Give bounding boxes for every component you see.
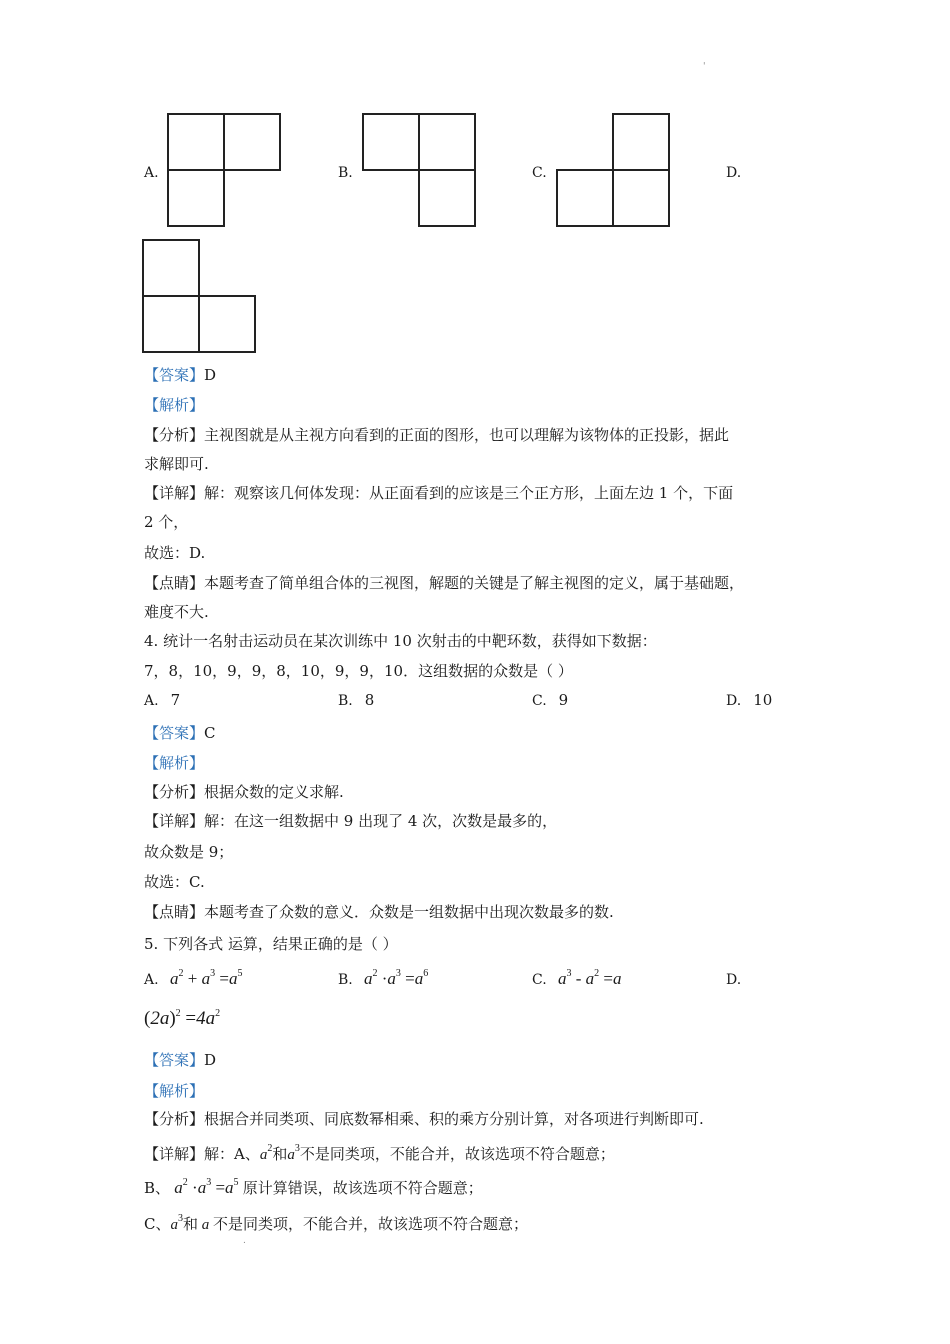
q3-xiangjie-text-1: 解：观察该几何体发现：从正面看到的应该是三个正方形，上面左边 1 个，下面 — [204, 484, 734, 502]
q4-xiangjie-line-1 — [144, 810, 557, 832]
figure-a-square-1 — [168, 114, 224, 170]
q3-fenxi-line-1 — [144, 424, 729, 446]
q5-option-b-formula: $a^2 \cdot a^3 =a^6$ — [364, 968, 429, 988]
q5-xiangjie-b-formula: $a^2 \cdot a^3 =a^5$ — [170, 1177, 239, 1197]
q3-conclusion: 故选：D. — [144, 544, 206, 562]
figure-d-square-3 — [199, 296, 255, 352]
q3-fenxi-text-1: 主视图就是从主视方向看到的正面的图形，也可以理解为该物体的正投影，据此 — [204, 426, 730, 444]
q5-answer-line — [144, 1049, 216, 1071]
q4-xiangjie-text-1: 解：在这一组数据中 9 出现了 4 次，次数是最多的， — [204, 812, 558, 830]
q3-figure-c — [555, 112, 673, 230]
q5-xiangjie-c-term-2: a — [198, 1217, 213, 1233]
figure-a-square-3 — [168, 170, 224, 226]
analysis-tag: 【解析】 — [144, 1082, 205, 1100]
q5-xiangjie-a-term-2: $a^3$ — [287, 1143, 300, 1163]
q4-dianjing-text: 本题考查了众数的意义．众数是一组数据中出现次数最多的数. — [204, 903, 614, 921]
figure-c-square-2 — [557, 170, 613, 226]
q4-answer: C — [204, 724, 216, 742]
q4-xiangjie-line-2: 故众数是 9； — [144, 843, 234, 861]
figure-a-square-2 — [224, 114, 280, 170]
q5-option-b-label: B. — [338, 972, 353, 988]
q5-xiangjie-line-c — [144, 1208, 528, 1236]
q5-xiangjie-c-suffix: 不是同类项，不能合并，故该选项不符合题意； — [213, 1215, 529, 1233]
q5-answer: D — [204, 1051, 217, 1069]
xiangjie-tag: 【详解】 — [144, 812, 205, 830]
header-mark: ' — [703, 62, 706, 72]
q5-xiangjie-c-term-1: $a^3$ — [170, 1213, 183, 1233]
q3-dianjing-line-1 — [144, 572, 744, 594]
q4-option-d-value: 10 — [753, 691, 773, 709]
q3-figure-a — [166, 112, 284, 230]
q5-option-c-formula: $a^3 - a^2 =a$ — [558, 968, 622, 988]
q5-analysis-line — [144, 1080, 204, 1102]
q5-option-a-label: A. — [144, 972, 159, 988]
q3-option-d-label: D. — [726, 165, 742, 181]
q3-xiangjie-line-1 — [144, 482, 733, 504]
q5-xiangjie-a-suffix: 不是同类项，不能合并，故该选项不符合题意； — [299, 1145, 615, 1163]
figure-c-square-1 — [613, 114, 669, 170]
q4-option-c-letter: C. — [532, 693, 547, 709]
q4-answer-line — [144, 722, 216, 744]
q5-xiangjie-line-a — [144, 1138, 615, 1166]
answer-tag: 【答案】 — [144, 724, 205, 742]
q5-xiangjie-line-b — [144, 1172, 483, 1199]
dianjing-tag: 【点睛】 — [144, 574, 205, 592]
q3-dianjing-line-2: 难度不大. — [144, 603, 209, 621]
figure-b-square-3 — [419, 170, 475, 226]
q4-dianjing-line — [144, 901, 614, 923]
q3-dianjing-text-1: 本题考查了简单组合体的三视图，解题的关键是了解主视图的定义，属于基础题， — [204, 574, 745, 592]
figure-c-square-3 — [613, 170, 669, 226]
footer-mark: . — [243, 1236, 246, 1246]
analysis-tag: 【解析】 — [144, 754, 205, 772]
q3-answer-line — [144, 364, 216, 386]
q4-option-d-letter: D. — [726, 693, 742, 709]
fenxi-tag: 【分析】 — [144, 1110, 205, 1128]
q4-option-c-value: 9 — [558, 691, 569, 709]
q4-option-b-value: 8 — [364, 691, 375, 709]
q5-option-c-label: C. — [532, 972, 547, 988]
q3-option-a-label: A. — [144, 165, 159, 181]
q5-fenxi-text: 根据合并同类项、同底数幂相乘、积的乘方分别计算，对各项进行判断即可. — [204, 1110, 704, 1128]
fenxi-tag: 【分析】 — [144, 783, 205, 801]
q5-xiangjie-c-mid: 和 — [182, 1215, 198, 1233]
answer-tag: 【答案】 — [144, 366, 205, 384]
q4-option-a-value: 7 — [170, 691, 181, 709]
q4-option-b — [338, 691, 374, 709]
xiangjie-tag: 【详解】 — [144, 1145, 205, 1163]
q5-xiangjie-b-suffix: 原计算错误，故该选项不符合题意； — [242, 1179, 483, 1197]
q3-xiangjie-line-2: 2 个， — [144, 513, 189, 531]
q4-option-d — [726, 691, 772, 709]
q5-xiangjie-c-prefix: C、 — [144, 1215, 171, 1233]
q5-stem: 5. 下列各式 运算，结果正确的是（ ） — [144, 935, 398, 953]
q4-fenxi-line — [144, 781, 344, 803]
q3-option-c-label: C. — [532, 165, 547, 181]
q4-analysis-line — [144, 752, 204, 774]
q3-fenxi-line-2: 求解即可. — [144, 455, 209, 473]
figure-b-square-2 — [419, 114, 475, 170]
q5-option-d-formula: $(2a)^2 =4a^2$ — [144, 1008, 221, 1029]
q3-figure-b — [361, 112, 479, 230]
q4-stem-line-1: 4. 统计一名射击运动员在某次训练中 10 次射击的中靶环数，获得如下数据： — [144, 632, 657, 650]
analysis-tag: 【解析】 — [144, 396, 205, 414]
dianjing-tag: 【点睛】 — [144, 903, 205, 921]
answer-tag: 【答案】 — [144, 1051, 205, 1069]
q3-option-b-label: B. — [338, 165, 353, 181]
q4-option-a-letter: A. — [144, 693, 159, 709]
q4-conclusion: 故选：C. — [144, 873, 205, 891]
q5-option-d-label: D. — [726, 972, 742, 988]
q4-option-b-letter: B. — [338, 693, 353, 709]
figure-d-square-2 — [143, 296, 199, 352]
q3-figure-d — [141, 238, 259, 356]
q4-stem-line-2: 7，8，10，9，9，8，10，9，9，10．这组数据的众数是（ ） — [144, 662, 573, 680]
xiangjie-tag: 【详解】 — [144, 484, 205, 502]
q5-xiangjie-a-term-1: $a^2$ — [259, 1143, 273, 1163]
q4-option-c — [532, 691, 568, 709]
q5-xiangjie-b-prefix: B、 — [144, 1179, 171, 1197]
q5-fenxi-line — [144, 1108, 704, 1130]
q3-analysis-line — [144, 394, 204, 416]
q5-option-a-formula: $a^2 + a^3 =a^5$ — [170, 968, 243, 988]
figure-b-square-1 — [363, 114, 419, 170]
fenxi-tag: 【分析】 — [144, 426, 205, 444]
q5-xiangjie-a-prefix: 解：A、 — [204, 1145, 260, 1163]
q3-answer: D — [204, 366, 217, 384]
q5-xiangjie-a-mid: 和 — [272, 1145, 288, 1163]
figure-d-square-1 — [143, 240, 199, 296]
q4-fenxi-text: 根据众数的定义求解. — [204, 783, 344, 801]
q4-option-a — [144, 691, 180, 709]
